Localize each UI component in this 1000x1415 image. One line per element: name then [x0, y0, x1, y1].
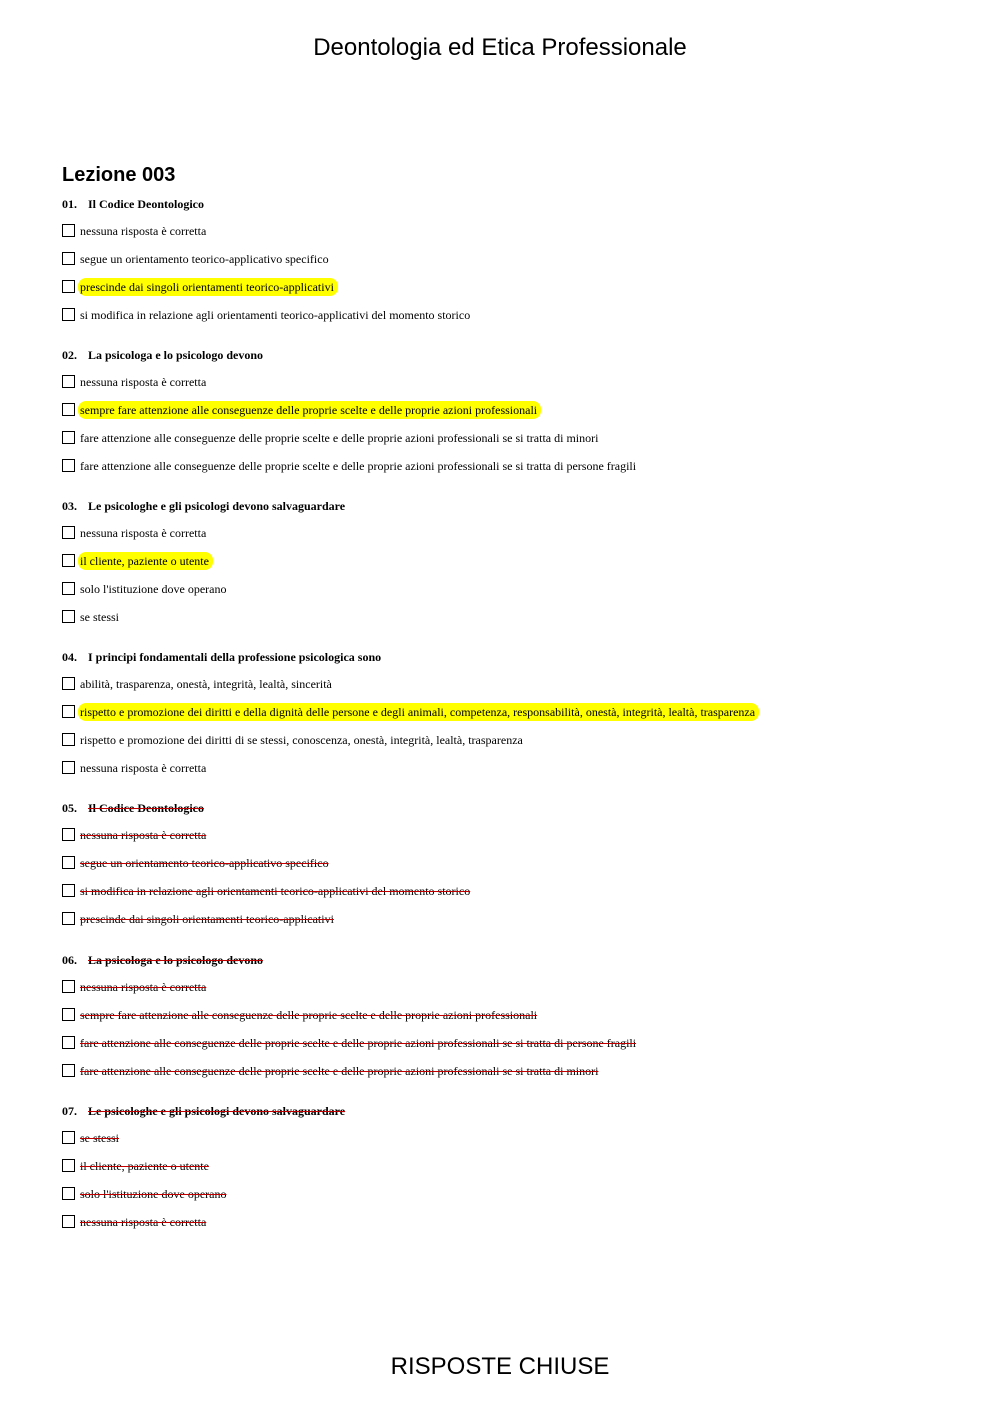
checkbox-icon[interactable] — [62, 1215, 75, 1228]
question-header — [62, 952, 263, 978]
answer-option-text: segue un orientamento teorico-applicativo specifico — [80, 252, 329, 266]
answer-option[interactable] — [62, 250, 942, 278]
answer-option-text: solo l'istituzione dove operano — [80, 1187, 227, 1201]
answer-option-text: fare attenzione alle conseguenze delle proprie scelte e delle proprie azioni professionali se si tratta di minori — [80, 431, 599, 445]
answer-option-text: nessuna risposta è corretta — [80, 828, 207, 842]
checkbox-icon[interactable] — [62, 912, 75, 925]
answer-option-text: abilità, trasparenza, onestà, integrità, lealtà, sincerità — [80, 677, 332, 691]
answer-option-text: solo l'istituzione dove operano — [80, 582, 227, 596]
checkbox-icon[interactable] — [62, 761, 75, 774]
checkbox-icon[interactable] — [62, 856, 75, 869]
answer-option-text: se stessi — [80, 610, 119, 624]
question-header-text — [62, 197, 204, 211]
answer-option-text: rispetto e promozione dei diritti e della dignità delle persone e degli animali, competenza, responsabilità, onestà, integrità, lealtà, trasparenza — [78, 703, 759, 721]
checkbox-icon[interactable] — [62, 554, 75, 567]
checkbox-icon[interactable] — [62, 1131, 75, 1144]
answer-option-text: se stessi — [80, 1131, 119, 1145]
answer-option[interactable] — [62, 1129, 942, 1157]
answer-option-text: si modifica in relazione agli orientamenti teorico-applicativi del momento storico — [80, 884, 471, 898]
checkbox-icon[interactable] — [62, 1036, 75, 1049]
answer-option[interactable] — [62, 306, 942, 334]
checkbox-icon[interactable] — [62, 980, 75, 993]
answer-option-text: nessuna risposta è corretta — [80, 1215, 207, 1229]
question-3 — [62, 498, 942, 636]
answer-option[interactable] — [62, 910, 942, 938]
question-number: 05. — [62, 801, 77, 815]
answer-option[interactable] — [62, 731, 942, 759]
checkbox-icon[interactable] — [62, 252, 75, 265]
answer-option-text: prescinde dai singoli orientamenti teorico-applicativi — [78, 278, 338, 296]
answer-option[interactable] — [62, 759, 942, 787]
question-text: Le psicologhe e gli psicologi devono salvaguardare — [88, 499, 346, 513]
answer-option-text: il cliente, paziente o utente — [78, 552, 213, 570]
answer-option[interactable] — [62, 278, 942, 306]
checkbox-icon[interactable] — [62, 1008, 75, 1021]
answer-option[interactable] — [62, 1034, 942, 1062]
checkbox-icon[interactable] — [62, 677, 75, 690]
answer-option[interactable] — [62, 457, 942, 485]
checkbox-icon[interactable] — [62, 224, 75, 237]
answer-option[interactable] — [62, 373, 942, 401]
answer-option[interactable] — [62, 1006, 942, 1034]
answer-option-text: si modifica in relazione agli orientamenti teorico-applicativi del momento storico — [80, 308, 471, 322]
question-number: 02. — [62, 348, 77, 362]
checkbox-icon[interactable] — [62, 403, 75, 416]
answer-option[interactable] — [62, 703, 942, 731]
answer-option-text: rispetto e promozione dei diritti di se stessi, conoscenza, onestà, integrità, lealtà, trasparenza — [80, 733, 523, 747]
answer-option[interactable] — [62, 854, 942, 882]
question-text: I principi fondamentali della professione psicologica sono — [88, 650, 382, 664]
answer-option[interactable] — [62, 608, 942, 636]
checkbox-icon[interactable] — [62, 1187, 75, 1200]
question-number: 01. — [62, 197, 77, 211]
question-header-text — [62, 953, 263, 967]
answer-option-text: nessuna risposta è corretta — [80, 980, 207, 994]
question-text: La psicologa e lo psicologo devono — [88, 348, 264, 362]
answer-option-text: nessuna risposta è corretta — [80, 526, 207, 540]
question-header-text — [62, 801, 204, 815]
answer-option[interactable] — [62, 1157, 942, 1185]
checkbox-icon[interactable] — [62, 884, 75, 897]
question-header-text — [62, 499, 345, 513]
checkbox-icon[interactable] — [62, 375, 75, 388]
checkbox-icon[interactable] — [62, 459, 75, 472]
checkbox-icon[interactable] — [62, 733, 75, 746]
answer-option-text: fare attenzione alle conseguenze delle proprie scelte e delle proprie azioni professionali se si tratta di persone fragili — [80, 1036, 637, 1050]
checkbox-icon[interactable] — [62, 610, 75, 623]
answer-option[interactable] — [62, 552, 942, 580]
answer-option-text: fare attenzione alle conseguenze delle proprie scelte e delle proprie azioni professionali se si tratta di minori — [80, 1064, 599, 1078]
question-header — [62, 347, 263, 373]
answer-option-text: nessuna risposta è corretta — [80, 761, 207, 775]
question-text: La psicologa e lo psicologo devono — [88, 953, 264, 967]
question-number: 06. — [62, 953, 77, 967]
checkbox-icon[interactable] — [62, 280, 75, 293]
answer-option[interactable] — [62, 401, 942, 429]
checkbox-icon[interactable] — [62, 1159, 75, 1172]
answer-option[interactable] — [62, 826, 942, 854]
checkbox-icon[interactable] — [62, 582, 75, 595]
answer-option[interactable] — [62, 429, 942, 457]
question-text: Le psicologhe e gli psicologi devono salvaguardare — [88, 1104, 346, 1118]
answer-option-text: nessuna risposta è corretta — [80, 224, 207, 238]
answer-option[interactable] — [62, 675, 942, 703]
checkbox-icon[interactable] — [62, 526, 75, 539]
question-7 — [62, 1103, 942, 1241]
answer-option-text: fare attenzione alle conseguenze delle proprie scelte e delle proprie azioni professionali se si tratta di persone fragili — [80, 459, 637, 473]
answer-option-text: prescinde dai singoli orientamenti teorico-applicativi — [80, 912, 334, 926]
question-header — [62, 649, 381, 675]
answer-option-text: sempre fare attenzione alle conseguenze delle proprie scelte e delle proprie azioni professionali — [80, 1008, 538, 1022]
answer-option[interactable] — [62, 1062, 942, 1090]
question-5 — [62, 800, 942, 938]
answer-option[interactable] — [62, 978, 942, 1006]
question-header — [62, 196, 204, 222]
question-header-text — [62, 1104, 345, 1118]
answer-option[interactable] — [62, 1213, 942, 1241]
answer-option[interactable] — [62, 580, 942, 608]
question-1 — [62, 196, 942, 334]
checkbox-icon[interactable] — [62, 705, 75, 718]
question-header — [62, 800, 204, 826]
answer-option[interactable] — [62, 222, 942, 250]
question-number: 03. — [62, 499, 77, 513]
checkbox-icon[interactable] — [62, 1064, 75, 1077]
answer-option-text: sempre fare attenzione alle conseguenze delle proprie scelte e delle proprie azioni professionali — [78, 401, 541, 419]
question-text: Il Codice Deontologico — [88, 801, 204, 815]
page-footer: RISPOSTE CHIUSE — [390, 1353, 610, 1380]
question-4 — [62, 649, 942, 787]
question-header-text — [62, 348, 263, 362]
question-number: 04. — [62, 650, 77, 664]
checkbox-icon[interactable] — [62, 828, 75, 841]
question-header — [62, 498, 345, 524]
answer-option[interactable] — [62, 882, 942, 910]
answer-option[interactable] — [62, 1185, 942, 1213]
question-6 — [62, 952, 942, 1090]
lesson-title: Lezione 003 — [62, 164, 176, 186]
page-title: Deontologia ed Etica Professionale — [313, 34, 687, 61]
answer-option-text: il cliente, paziente o utente — [80, 1159, 209, 1173]
answer-option-text: segue un orientamento teorico-applicativo specifico — [80, 856, 329, 870]
question-2 — [62, 347, 942, 485]
question-number: 07. — [62, 1104, 77, 1118]
answer-option-text: nessuna risposta è corretta — [80, 375, 207, 389]
question-text: Il Codice Deontologico — [88, 197, 204, 211]
question-header — [62, 1103, 345, 1129]
checkbox-icon[interactable] — [62, 431, 75, 444]
question-header-text — [62, 650, 381, 664]
answer-option[interactable] — [62, 524, 942, 552]
checkbox-icon[interactable] — [62, 308, 75, 321]
